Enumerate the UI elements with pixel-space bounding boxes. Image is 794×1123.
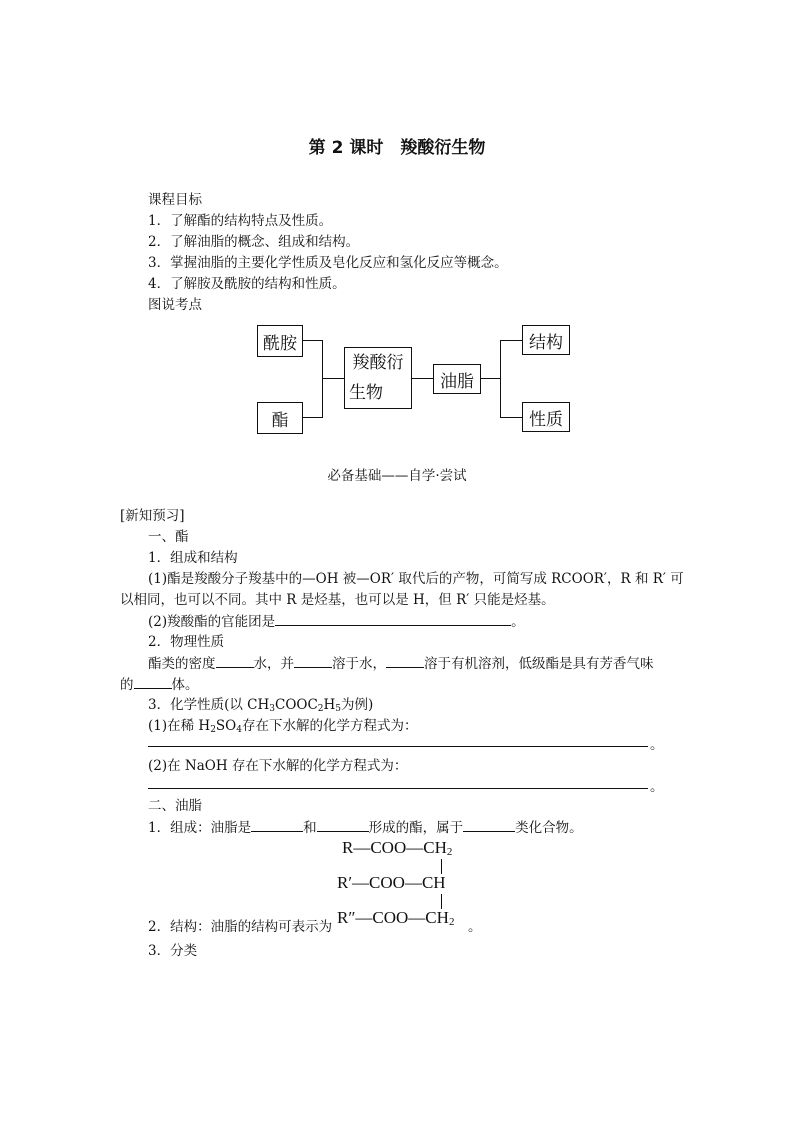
objective-item: 3．掌握油脂的主要化学性质及皂化反应和氢化反应等概念。 (148, 255, 508, 271)
formula-row: $R—COO—CH_2$ (342, 838, 453, 858)
line-period: 。 (650, 779, 664, 795)
connector-line (302, 340, 322, 341)
connector-line (480, 378, 500, 379)
acid-hydrolysis-prompt: (1)在稀 $H_2SO_4$存在下水解的化学方程式为： (148, 718, 418, 735)
connector-line (322, 378, 344, 379)
answer-line[interactable] (148, 787, 648, 789)
diagram-box-ester: 酯 (257, 402, 303, 434)
objectives-heading: 课程目标 (148, 192, 202, 208)
answer-blank[interactable] (386, 654, 424, 668)
paragraph-line: 以相同，也可以不同。其中 R 是烃基，也可以是 H，但 R′ 只能是烃基。 (120, 592, 555, 608)
oil-classification-heading: 3．分类 (148, 943, 198, 959)
connector-line (500, 340, 522, 341)
section-heading-ester: 一、酯 (148, 529, 189, 545)
line-period: 。 (650, 737, 664, 753)
objective-item: 4．了解胺及酰胺的结构和性质。 (148, 276, 346, 292)
connector-line (322, 340, 323, 418)
answer-blank[interactable] (317, 818, 369, 832)
oil-structure-suffix: 。 (468, 919, 482, 935)
diagram-box-amide: 酰胺 (257, 325, 303, 357)
answer-line[interactable] (148, 745, 648, 747)
diagram-box-properties: 性质 (522, 402, 570, 432)
section-banner: 必备基础——自学·尝试 (327, 468, 467, 484)
answer-blank[interactable] (275, 612, 511, 626)
answer-blank[interactable] (251, 818, 303, 832)
connector-line (500, 340, 501, 418)
objective-item: 1．了解酯的结构特点及性质。 (148, 213, 333, 229)
paragraph-line: (1)酯是羧酸分子羧基中的—OH 被—OR′ 取代后的产物，可简写成 RCOOR′，R 和 R′ 可 (148, 571, 684, 587)
diagram-box-carboxylic-derivatives: 羧酸衍 生物 (344, 347, 412, 409)
subheading-composition: 1．组成和结构 (148, 550, 238, 566)
answer-blank[interactable] (134, 675, 172, 689)
diagram-box-structure: 结构 (522, 325, 570, 355)
connector-line (302, 417, 322, 418)
answer-blank[interactable] (294, 654, 332, 668)
formula-row: R′—COO—CH (337, 873, 446, 892)
preview-tag: [新知预习] (120, 508, 185, 524)
answer-blank[interactable] (463, 818, 515, 832)
base-hydrolysis-prompt: (2)在 NaOH 存在下水解的化学方程式为： (148, 758, 408, 774)
section-heading-oil: 二、油脂 (148, 798, 202, 814)
functional-group-line: (2)羧酸酯的官能团是 。 (148, 614, 525, 630)
diagram-box-oils: 油脂 (433, 364, 481, 394)
answer-blank[interactable] (216, 654, 254, 668)
connector-line (500, 417, 522, 418)
physical-line-2: 的 体。 (120, 677, 199, 693)
physical-line-1: 酯类的密度 水，并 溶于水， 溶于有机溶剂，低级酯是具有芳香气味 (148, 656, 654, 672)
formula-row: $R''—COO—CH_2$ (337, 908, 455, 928)
subheading-chemical: 3．化学性质(以 $CH_3COOC_2H_5$为例) (148, 697, 374, 714)
formula-bond (441, 894, 442, 909)
page-title: 第 2 课时 羧酸衍生物 (308, 138, 486, 158)
connector-line (411, 378, 433, 379)
objective-item: 2．了解油脂的概念、组成和结构。 (148, 234, 360, 250)
oil-structure-prefix: 2．结构：油脂的结构可表示为 (148, 919, 333, 935)
subheading-physical: 2．物理性质 (148, 634, 225, 650)
formula-bond (441, 859, 442, 874)
diagram-heading: 图说考点 (148, 297, 202, 313)
oil-composition-line: 1．组成：油脂是 和 形成的酯，属于 类化合物。 (148, 820, 583, 836)
